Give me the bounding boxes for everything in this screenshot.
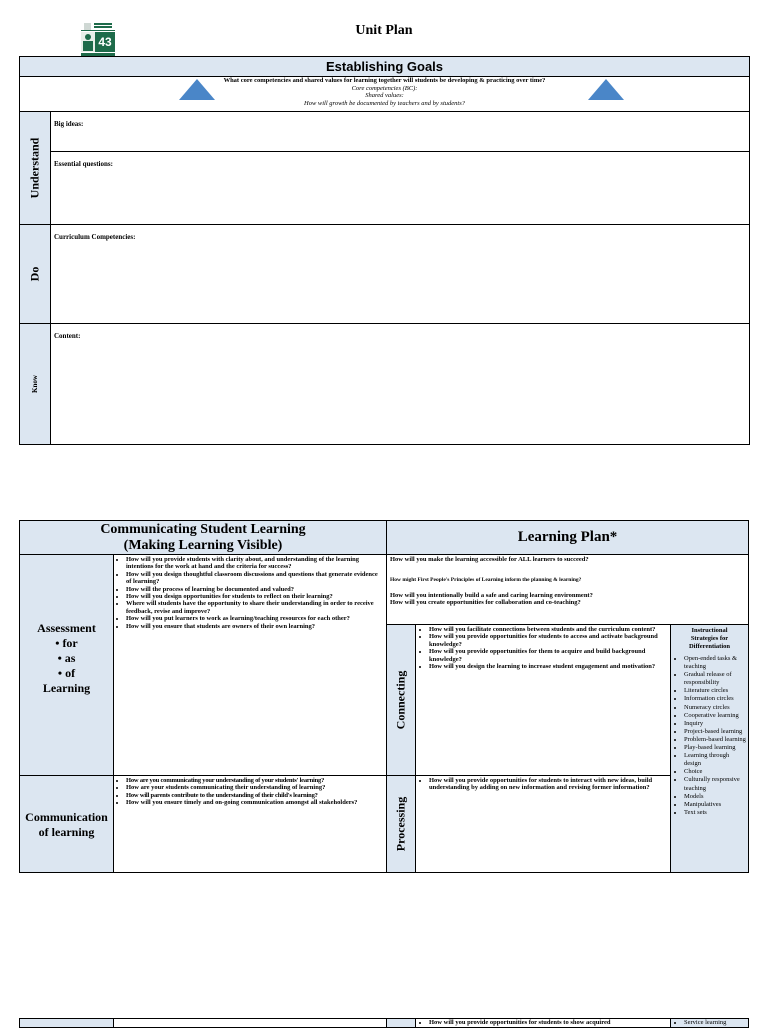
plan-questions-cell — [386, 554, 749, 625]
connecting-questions-cell — [415, 624, 671, 776]
content-cell[interactable] — [50, 323, 750, 445]
list-item: • How will you ensure that students are owners of their own learning? — [126, 623, 384, 630]
essential-questions-label: Essential questions: — [54, 160, 113, 168]
list-item: • How will you put learners to work as learning/teaching resources for each other? — [126, 615, 384, 622]
plan-q2: How might First People's Principles of Learning inform the planning & learning? — [390, 576, 582, 583]
big-ideas-cell[interactable] — [50, 111, 750, 152]
do-label-cell — [19, 224, 51, 324]
csl-heading-line2: (Making Learning Visible) — [123, 538, 283, 553]
list-item: • Service learning — [684, 1019, 747, 1027]
bottom-questions-cell — [113, 1018, 387, 1028]
bottom-plan-label-cell — [386, 1018, 416, 1028]
list-item: • Where will students have the opportunity to share their understanding in order to receive feedback, revise and improve? — [126, 600, 384, 615]
list-item: • How will you design the learning to increase student engagement and motivation? — [429, 663, 667, 670]
bottom-plan-questions-cell — [415, 1018, 671, 1028]
csl-heading-line1: Communicating Student Learning — [100, 522, 306, 537]
bottom-strategies-cell — [670, 1018, 749, 1028]
list-item: • How are you communicating your understanding of your students' learning? — [126, 777, 384, 784]
list-item: • Choice — [684, 768, 747, 776]
assessment-label-cell — [19, 554, 114, 776]
list-item: • How will parents contribute to the understanding of their child's learning? — [126, 792, 384, 799]
list-item: • How will you design opportunities for students to reflect on their learning? — [126, 593, 384, 600]
communication-label-cell — [19, 775, 114, 873]
triangle-left-icon — [179, 79, 215, 100]
list-item: • Inquiry — [684, 720, 747, 728]
list-item: • Literature circles — [684, 687, 747, 695]
communication-label-line2: of learning — [38, 825, 95, 839]
assessment-label: Assessment — [37, 621, 96, 635]
shared-values: Shared values: — [365, 92, 404, 99]
assessment-of: • of — [57, 666, 76, 680]
list-item: • Culturally responsive teaching — [684, 776, 747, 792]
assessment-as: • as — [57, 651, 76, 665]
list-item: • Manipulatives — [684, 801, 747, 809]
list-item: • How are your students communicating their understanding of learning? — [126, 784, 384, 791]
do-label: Do — [27, 266, 42, 282]
list-item: • Learning through design — [684, 752, 747, 768]
strategies-cell — [670, 624, 749, 873]
list-item: • How will you provide opportunities for students to interact with new ideas, build understanding by adding on new information and revising former information? — [429, 777, 667, 792]
plan-q4: How will you create opportunities for collaboration and co-teaching? — [390, 599, 581, 606]
list-item: • How will you provide opportunities for them to acquire and build background knowledge? — [429, 648, 667, 663]
plan-heading-cell — [386, 520, 749, 555]
assessment-tail: Learning — [42, 681, 91, 695]
curriculum-competencies-label: Curriculum Competencies: — [54, 233, 136, 241]
know-label: Know — [31, 375, 39, 393]
understand-label: Understand — [27, 137, 42, 199]
goals-question: What core competencies and shared values for learning together will students be developing & practicing over time? — [223, 77, 546, 84]
list-item: • How will you provide opportunities for students to show acquired — [429, 1019, 667, 1026]
understand-label-cell — [19, 111, 51, 225]
list-item: • Cooperative learning — [684, 712, 747, 720]
connecting-label: Connecting — [393, 670, 408, 730]
list-item: • Problem-based learning — [684, 736, 747, 744]
assessment-for: • for — [55, 636, 78, 650]
plan-q1: How will you make the learning accessible for ALL learners to succeed? — [390, 556, 589, 563]
processing-label: Processing — [393, 796, 408, 852]
know-label-cell — [19, 323, 51, 445]
processing-label-cell — [386, 775, 416, 873]
content-label: Content: — [54, 332, 81, 340]
assessment-questions-cell — [113, 554, 387, 776]
communication-label-line1: Communication — [25, 810, 108, 824]
communication-questions-cell — [113, 775, 387, 873]
bottom-label-cell — [19, 1018, 114, 1028]
essential-questions-cell[interactable] — [50, 151, 750, 225]
list-item: • How will you facilitate connections between students and the curriculum content? — [429, 626, 667, 633]
list-item: • Numeracy circles — [684, 704, 747, 712]
processing-questions-cell — [415, 775, 671, 873]
list-item: • Gradual release of responsibility — [684, 671, 747, 687]
goals-heading-cell — [19, 56, 750, 77]
page-title: Unit Plan — [355, 23, 413, 38]
list-item: • Play-based learning — [684, 744, 747, 752]
strategies-heading: Instructional Strategies for Differentiation — [688, 627, 731, 650]
connecting-label-cell — [386, 624, 416, 776]
goals-questions-cell — [19, 76, 750, 112]
plan-q3: How will you intentionally build a safe and caring learning environment? — [390, 591, 593, 599]
csl-heading-cell — [19, 520, 387, 555]
goals-heading: Establishing Goals — [325, 59, 444, 74]
list-item: • Information circles — [684, 695, 747, 703]
list-item: • Open-ended tasks & teaching — [684, 655, 747, 671]
logo-number: 43 — [95, 32, 115, 52]
list-item: • How will you ensure timely and on-going communication amongst all stakeholders? — [126, 799, 384, 806]
plan-heading: Learning Plan* — [517, 529, 618, 545]
triangle-right-icon — [588, 79, 624, 100]
list-item: • Project-based learning — [684, 728, 747, 736]
list-item: • Models — [684, 793, 747, 801]
big-ideas-label: Big ideas: — [54, 120, 84, 128]
core-competencies: Core competencies (BC): — [351, 84, 418, 92]
list-item: • How will you provide opportunities for students to access and activate background knowledge? — [429, 633, 667, 648]
list-item: • How will the process of learning be documented and valued? — [126, 586, 384, 593]
list-item: • How will you design thoughtful classroom discussions and questions that generate evidence of learning? — [126, 571, 384, 586]
list-item: • Text sets — [684, 809, 747, 817]
list-item: • How will you provide students with clarity about, and understanding of the learning intentions for the work at hand and the criteria for success? — [126, 556, 384, 571]
curriculum-competencies-cell[interactable] — [50, 224, 750, 324]
growth-question: How will growth be documented by teachers and by students? — [304, 99, 465, 107]
